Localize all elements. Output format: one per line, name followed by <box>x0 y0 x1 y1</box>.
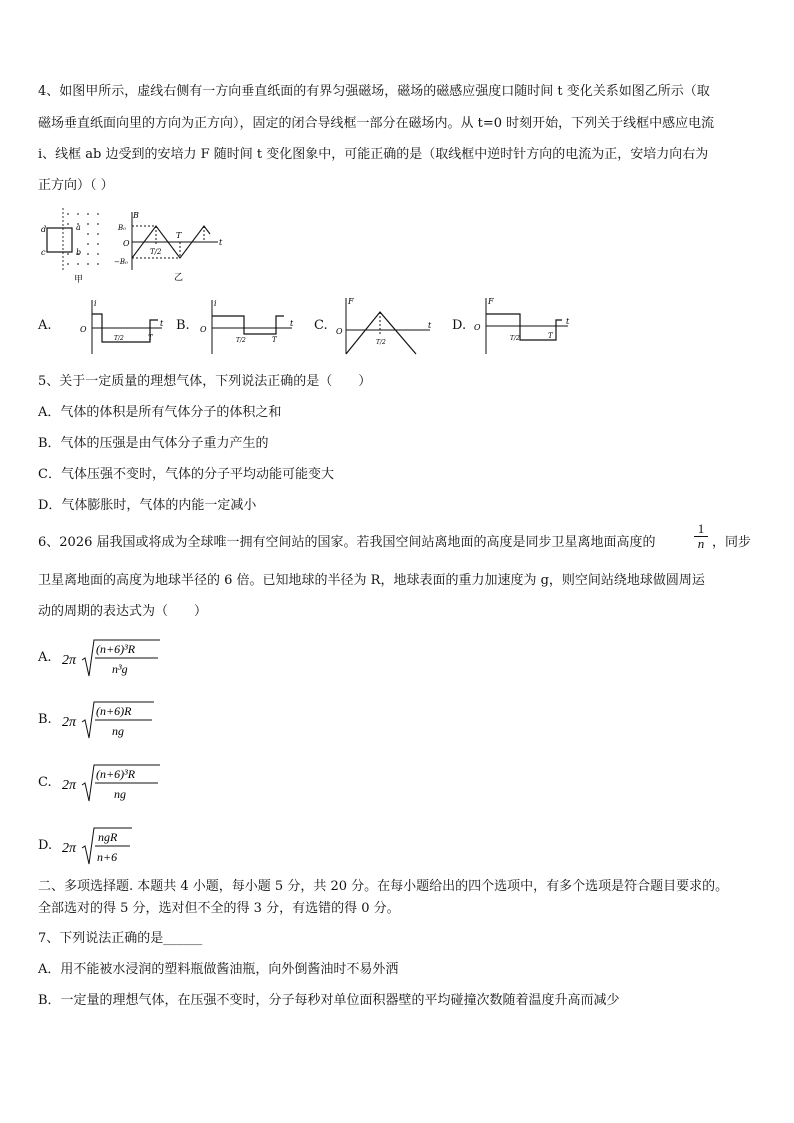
q6-stem-line-1b: ，同步 <box>712 535 752 550</box>
axis-label-i: i <box>94 299 97 308</box>
q4-stem-line-3: i、线框 ab 边受到的安培力 F 随时间 t 变化图象中，可能正确的是（取线框中逆时针方向的电流为正，安培力向右为 <box>38 147 709 162</box>
q6-stem-line-3: 动的周期的表达式为（ ） <box>38 604 208 619</box>
label-b: b <box>76 248 82 257</box>
label-t-yi: t <box>219 238 223 247</box>
two-pi: 2π <box>62 653 77 668</box>
q5-option-A[interactable]: A．气体的体积是所有气体分子的体积之和 <box>38 405 282 420</box>
formula-numerator: (n+6)R <box>96 704 132 718</box>
axis-label-t: t <box>290 319 294 328</box>
tick-Thalf: T/2 <box>114 335 124 342</box>
fraction-denominator: n <box>694 536 708 551</box>
q6-option-D-formula <box>62 824 162 875</box>
axis-label-t: t <box>566 317 570 326</box>
q7-option-B[interactable]: B．一定量的理想气体，在压强不变时，分子每秒对单位面积器壁的平均碰撞次数随着温度升高而减少 <box>38 993 620 1008</box>
label-B0: B₀ <box>118 224 126 232</box>
formula-denominator: n³g <box>112 662 128 676</box>
q5-stem: 5、关于一定质量的理想气体，下列说法正确的是（ ） <box>38 374 372 389</box>
q5-option-C[interactable]: C．气体压强不变时，气体的分子平均动能可能变大 <box>38 467 334 482</box>
fraction-numerator: 1 <box>697 521 705 536</box>
tick-Thalf: T/2 <box>376 339 386 346</box>
q6-option-A-letter[interactable]: A. <box>38 650 52 665</box>
q7-option-A[interactable]: A．用不能被水浸润的塑料瓶做酱油瓶，向外倒酱油时不易外洒 <box>38 962 399 977</box>
axis-label-i: i <box>214 299 217 308</box>
q4-figure-jia-yi <box>38 206 228 290</box>
q6-option-C-letter[interactable]: C. <box>38 775 52 790</box>
q6-option-D-letter[interactable]: D. <box>38 838 53 853</box>
label-T-yi: T <box>176 231 182 240</box>
formula-denominator: ng <box>112 724 124 738</box>
tick-Thalf: T/2 <box>236 337 246 344</box>
q4-option-D-letter[interactable]: D. <box>452 318 467 333</box>
fig-jia-caption: 甲 <box>74 275 84 285</box>
label-B: B <box>133 211 139 220</box>
q6-option-B-formula <box>62 698 162 749</box>
label-O-yi: O <box>123 239 130 248</box>
tick-T: T <box>148 334 153 342</box>
formula-denominator: n+6 <box>97 850 118 864</box>
axis-label-t: t <box>428 321 432 330</box>
q4-option-B-letter[interactable]: B. <box>176 318 190 333</box>
q6-stem-line-1 <box>38 535 656 551</box>
q4-option-D-graph <box>472 294 572 358</box>
formula-numerator: (n+6)³R <box>96 767 136 781</box>
label-negB0: −B₀ <box>114 258 128 266</box>
label-Thalf-yi: T/2 <box>150 248 162 256</box>
label-d: d <box>41 225 47 234</box>
formula-numerator: ngR <box>98 830 118 844</box>
tick-Thalf: T/2 <box>510 335 520 342</box>
q6-stem-line-1a: 6、2026 届我国或将成为全球唯一拥有空间站的国家。若我国空间站离地面的高度是同步卫星离地面高度的 <box>38 535 656 550</box>
q6-option-C-formula <box>62 761 162 812</box>
q6-fraction-1-over-n <box>694 522 708 551</box>
section-2-heading-line-2: 全部选对的得 5 分，选对但不全的得 3 分，有选错的得 0 分。 <box>38 901 400 916</box>
tick-T: T <box>272 336 277 344</box>
origin-label: O <box>336 327 343 336</box>
tick-T: T <box>548 332 553 340</box>
two-pi: 2π <box>62 841 77 856</box>
q4-option-C-graph <box>334 294 434 358</box>
q4-option-B-graph <box>196 296 296 358</box>
axis-label-F: F <box>488 297 494 306</box>
axis-label-F: F <box>348 297 354 306</box>
two-pi: 2π <box>62 778 77 793</box>
axis-label-t: t <box>160 319 164 328</box>
q4-stem-line-4: 正方向）（ ） <box>38 178 114 193</box>
label-c: c <box>41 248 46 257</box>
q5-option-D[interactable]: D．气体膨胀时，气体的内能一定减小 <box>38 498 257 513</box>
q5-option-B[interactable]: B．气体的压强是由气体分子重力产生的 <box>38 436 269 451</box>
section-2-heading-line-1: 二、多项选择题. 本题共 4 小题，每小题 5 分，共 20 分。在每小题给出的四个选项中，有多个选项是符合题目要求的。 <box>38 879 729 894</box>
q4-option-C-letter[interactable]: C. <box>314 318 328 333</box>
q4-stem-line-1: 4、如图甲所示，虚线右侧有一方向垂直纸面的有界匀强磁场，磁场的磁感应强度口随时间 t 变化关系如图乙所示（取 <box>38 84 710 99</box>
two-pi: 2π <box>62 715 77 730</box>
formula-numerator: (n+6)³R <box>96 642 136 656</box>
q6-option-A-formula <box>62 636 162 687</box>
q4-option-A-letter[interactable]: A. <box>38 318 52 333</box>
origin-label: O <box>200 325 207 334</box>
origin-label: O <box>80 325 87 334</box>
q6-option-B-letter[interactable]: B. <box>38 712 52 727</box>
q4-option-A-graph <box>66 296 166 358</box>
q7-stem: 7、下列说法正确的是______ <box>38 931 203 946</box>
origin-label: O <box>474 323 481 332</box>
fig-yi-caption: 乙 <box>174 273 184 283</box>
formula-denominator: ng <box>114 787 126 801</box>
label-a: a <box>76 223 81 232</box>
q4-stem-line-2: 磁场垂直纸面向里的方向为正方向），固定的闭合导线框一部分在磁场内。从 t=0 时刻开始，下列关于线框中感应电流 <box>38 116 715 131</box>
q6-stem-line-2: 卫星离地面的高度为地球半径的 6 倍。已知地球的半径为 R，地球表面的重力加速度为 g，则空间站绕地球做圆周运 <box>38 573 705 588</box>
